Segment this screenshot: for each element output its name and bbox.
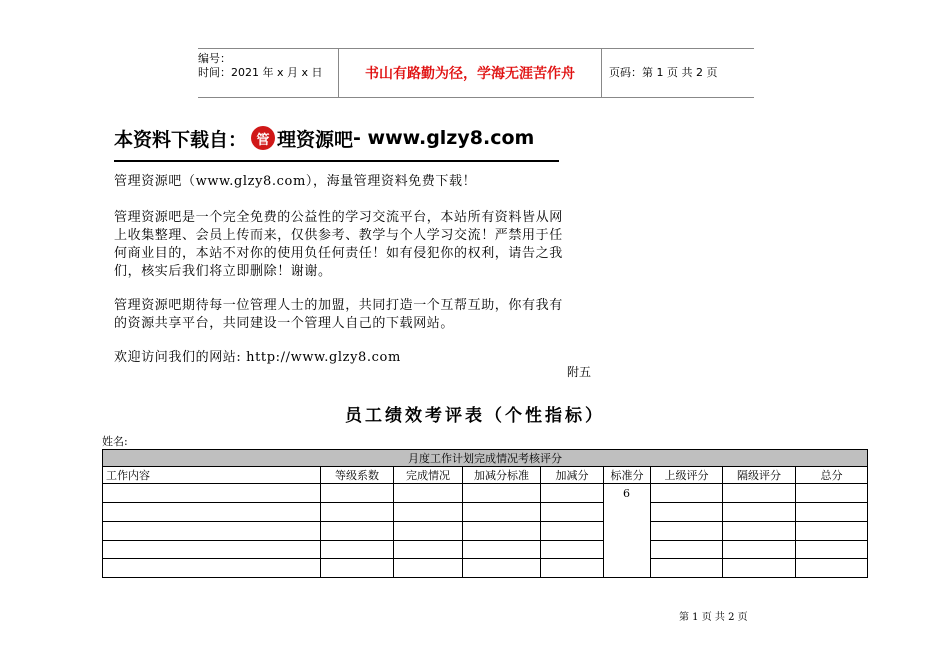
document-header bbox=[198, 48, 754, 98]
appendix-label: 附五 bbox=[567, 365, 592, 379]
col-header-work-content: 工作内容 bbox=[102, 467, 321, 484]
col-header-completion: 完成情况 bbox=[394, 467, 463, 484]
download-banner bbox=[114, 118, 559, 158]
disclaimer-paragraph: 管理资源吧是一个完全免费的公益性的学习交流平台，本站所有资料皆从网上收集整理、会员上传而来，仅供参考、教学与个人学习交流！严禁用于任何商业目的，本站不对你的使用负任何责任！如有侵犯你的权利，请告之我们，核实后我们将立即删除！谢谢。 bbox=[114, 210, 563, 279]
name-label: 姓名: bbox=[102, 435, 128, 448]
section-title-text: 月度工作计划完成情况考核评分 bbox=[408, 451, 562, 465]
col-header-bonus-standard: 加减分标准 bbox=[463, 467, 541, 484]
logo-char: 管 bbox=[256, 132, 270, 148]
intro-paragraph: 管理资源吧（www.glzy8.com），海量管理资料免费下载！ bbox=[114, 174, 477, 189]
standard-score-value: 6 bbox=[623, 487, 630, 500]
col-header-grade-factor: 等级系数 bbox=[321, 467, 394, 484]
banner-url: - www.glzy8.com bbox=[353, 127, 535, 149]
banner-divider bbox=[114, 160, 559, 162]
site-logo-icon bbox=[251, 126, 275, 150]
time-label: 时间：2021 年 x 月 x 日 bbox=[198, 66, 323, 79]
number-label: 编号： bbox=[198, 52, 231, 65]
banner-prefix: 本资料下载自： bbox=[114, 128, 248, 151]
banner-site-name: 理资源吧 bbox=[277, 128, 354, 151]
form-title: 员工绩效考评表（个性指标） bbox=[345, 406, 605, 426]
col-header-total: 总分 bbox=[796, 467, 868, 484]
welcome-paragraph: 欢迎访问我们的网站: http://www.glzy8.com bbox=[114, 350, 401, 365]
col-header-bonus: 加减分 bbox=[541, 467, 604, 484]
col-header-skip-level-score: 隔级评分 bbox=[723, 467, 796, 484]
col-header-standard-score: 标准分 bbox=[604, 467, 651, 484]
header-left-cell bbox=[198, 49, 338, 97]
col-header-superior-score: 上级评分 bbox=[651, 467, 723, 484]
page-footer: 第 1 页 共 2 页 bbox=[679, 612, 748, 623]
page-code: 页码：第 1 页 共 2 页 bbox=[609, 66, 718, 79]
table-frame bbox=[102, 449, 868, 578]
evaluation-table bbox=[102, 449, 868, 578]
header-motto-cell bbox=[338, 49, 602, 97]
mission-paragraph: 管理资源吧期待每一位管理人士的加盟，共同打造一个互帮互助，你有我有的资源共享平台，共同建设一个管理人自己的下载网站。 bbox=[114, 298, 563, 331]
header-page-cell bbox=[601, 49, 754, 97]
motto-text: 书山有路勤为径，学海无涯苦作舟 bbox=[365, 66, 575, 82]
